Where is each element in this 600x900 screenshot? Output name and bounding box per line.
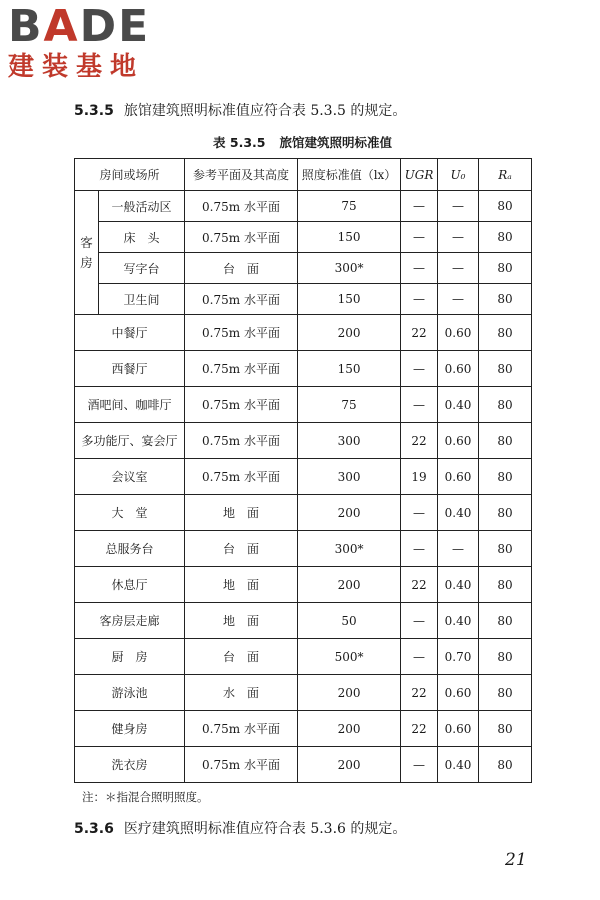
table-caption: 旅馆建筑照明标准值 [279, 135, 392, 150]
cell-plane: 0.75m 水平面 [185, 351, 298, 387]
cell-room: 酒吧间、咖啡厅 [75, 387, 185, 423]
cell-ra: 80 [479, 387, 532, 423]
table-row [75, 222, 532, 253]
table-row [75, 531, 532, 567]
cell-room: 休息厅 [75, 567, 185, 603]
cell-ra: 80 [479, 351, 532, 387]
cell-room: 一般活动区 [99, 191, 185, 222]
header-ra: Rₐ [479, 159, 532, 191]
cell-ugr: 22 [401, 675, 438, 711]
cell-plane: 0.75m 水平面 [185, 711, 298, 747]
cell-ra: 80 [479, 423, 532, 459]
clause-5-3-5 [74, 102, 406, 120]
cell-ra: 80 [479, 603, 532, 639]
cell-ugr: — [401, 222, 438, 253]
cell-ugr: — [401, 747, 438, 783]
table-note: 注：＊指混合照明照度。 [82, 790, 209, 804]
cell-room: 健身房 [75, 711, 185, 747]
cell-u0: — [438, 222, 479, 253]
cell-lux: 200 [298, 675, 401, 711]
cell-ugr: — [401, 639, 438, 675]
table-row [75, 459, 532, 495]
table-row [75, 315, 532, 351]
bade-logo [8, 1, 178, 82]
cell-plane: 0.75m 水平面 [185, 747, 298, 783]
cell-lux: 150 [298, 284, 401, 315]
header-room: 房间或场所 [75, 159, 185, 191]
cell-lux: 300* [298, 253, 401, 284]
table-row [75, 387, 532, 423]
cell-plane: 0.75m 水平面 [185, 459, 298, 495]
cell-plane: 0.75m 水平面 [185, 191, 298, 222]
cell-lux: 500* [298, 639, 401, 675]
cell-u0: 0.60 [438, 351, 479, 387]
cell-room: 客房层走廊 [75, 603, 185, 639]
cell-ra: 80 [479, 284, 532, 315]
page-number: 21 [505, 850, 527, 870]
logo-subtitle: 建装基地 [8, 52, 145, 82]
table-row [75, 603, 532, 639]
cell-plane: 台 面 [185, 639, 298, 675]
clause-number: 5.3.5 [74, 103, 114, 119]
cell-room: 会议室 [75, 459, 185, 495]
cell-lux: 75 [298, 387, 401, 423]
cell-ugr: 19 [401, 459, 438, 495]
cell-lux: 200 [298, 711, 401, 747]
cell-ugr: 22 [401, 315, 438, 351]
cell-ra: 80 [479, 253, 532, 284]
cell-u0: 0.40 [438, 603, 479, 639]
lighting-standard-table [74, 158, 532, 783]
table-row [75, 351, 532, 387]
table-row [75, 191, 532, 222]
cell-room: 中餐厅 [75, 315, 185, 351]
cell-ra: 80 [479, 459, 532, 495]
cell-ugr: — [401, 387, 438, 423]
cell-room: 写字台 [99, 253, 185, 284]
cell-ugr: 22 [401, 567, 438, 603]
cell-ra: 80 [479, 495, 532, 531]
cell-room: 总服务台 [75, 531, 185, 567]
cell-room: 洗衣房 [75, 747, 185, 783]
table-row [75, 711, 532, 747]
cell-ra: 80 [479, 222, 532, 253]
cell-room: 卫生间 [99, 284, 185, 315]
cell-ugr: — [401, 191, 438, 222]
cell-u0: — [438, 531, 479, 567]
cell-room: 游泳池 [75, 675, 185, 711]
cell-room: 西餐厅 [75, 351, 185, 387]
cell-ugr: — [401, 284, 438, 315]
table-number: 表 5.3.5 [213, 135, 266, 150]
table-row [75, 639, 532, 675]
cell-room: 床 头 [99, 222, 185, 253]
table-row [75, 567, 532, 603]
cell-lux: 150 [298, 351, 401, 387]
header-lux: 照度标准值（lx） [298, 159, 401, 191]
cell-u0: — [438, 253, 479, 284]
cell-u0: 0.40 [438, 387, 479, 423]
cell-ra: 80 [479, 639, 532, 675]
cell-ra: 80 [479, 675, 532, 711]
cell-lux: 200 [298, 315, 401, 351]
cell-u0: 0.70 [438, 639, 479, 675]
cell-plane: 地 面 [185, 495, 298, 531]
cell-ugr: — [401, 351, 438, 387]
clause-number: 5.3.6 [74, 821, 114, 837]
cell-lux: 50 [298, 603, 401, 639]
cell-plane: 0.75m 水平面 [185, 284, 298, 315]
cell-plane: 地 面 [185, 567, 298, 603]
cell-lux: 200 [298, 567, 401, 603]
table-row [75, 284, 532, 315]
clause-text: 医疗建筑照明标准值应符合表 5.3.6 的规定。 [123, 821, 407, 837]
cell-lux: 300* [298, 531, 401, 567]
cell-u0: 0.60 [438, 315, 479, 351]
cell-ugr: — [401, 495, 438, 531]
cell-room: 大 堂 [75, 495, 185, 531]
table-title [74, 133, 531, 151]
cell-room: 多功能厅、宴会厅 [75, 423, 185, 459]
clause-5-3-6 [74, 820, 406, 838]
group-label-char: 房 [80, 254, 93, 270]
cell-ra: 80 [479, 315, 532, 351]
cell-ugr: 22 [401, 423, 438, 459]
cell-lux: 150 [298, 222, 401, 253]
cell-u0: 0.60 [438, 675, 479, 711]
cell-u0: 0.40 [438, 495, 479, 531]
table-row [75, 675, 532, 711]
logo-wordmark: BADE [8, 1, 151, 52]
cell-ugr: — [401, 253, 438, 284]
cell-u0: 0.60 [438, 459, 479, 495]
cell-plane: 台 面 [185, 253, 298, 284]
cell-u0: — [438, 191, 479, 222]
cell-ra: 80 [479, 531, 532, 567]
cell-lux: 300 [298, 423, 401, 459]
table-row [75, 423, 532, 459]
cell-plane: 水 面 [185, 675, 298, 711]
clause-text: 旅馆建筑照明标准值应符合表 5.3.5 的规定。 [123, 103, 407, 119]
cell-ugr: — [401, 531, 438, 567]
table-row [75, 253, 532, 284]
header-plane: 参考平面及其高度 [185, 159, 298, 191]
cell-room: 厨 房 [75, 639, 185, 675]
cell-plane: 地 面 [185, 603, 298, 639]
cell-lux: 200 [298, 747, 401, 783]
cell-ra: 80 [479, 747, 532, 783]
cell-plane: 0.75m 水平面 [185, 387, 298, 423]
table-row [75, 495, 532, 531]
cell-plane: 0.75m 水平面 [185, 315, 298, 351]
cell-ra: 80 [479, 567, 532, 603]
group-label-guest-room [75, 191, 99, 315]
cell-lux: 75 [298, 191, 401, 222]
header-ugr: UGR [401, 159, 438, 191]
cell-u0: 0.60 [438, 711, 479, 747]
cell-plane: 台 面 [185, 531, 298, 567]
group-label-char: 客 [80, 234, 93, 250]
cell-u0: 0.60 [438, 423, 479, 459]
cell-lux: 200 [298, 495, 401, 531]
cell-ra: 80 [479, 711, 532, 747]
cell-u0: 0.40 [438, 567, 479, 603]
cell-plane: 0.75m 水平面 [185, 423, 298, 459]
table-header-row [75, 159, 532, 191]
cell-u0: — [438, 284, 479, 315]
cell-ugr: — [401, 603, 438, 639]
header-u0: U₀ [438, 159, 479, 191]
cell-ugr: 22 [401, 711, 438, 747]
cell-u0: 0.40 [438, 747, 479, 783]
cell-lux: 300 [298, 459, 401, 495]
cell-ra: 80 [479, 191, 532, 222]
table-row [75, 747, 532, 783]
cell-plane: 0.75m 水平面 [185, 222, 298, 253]
